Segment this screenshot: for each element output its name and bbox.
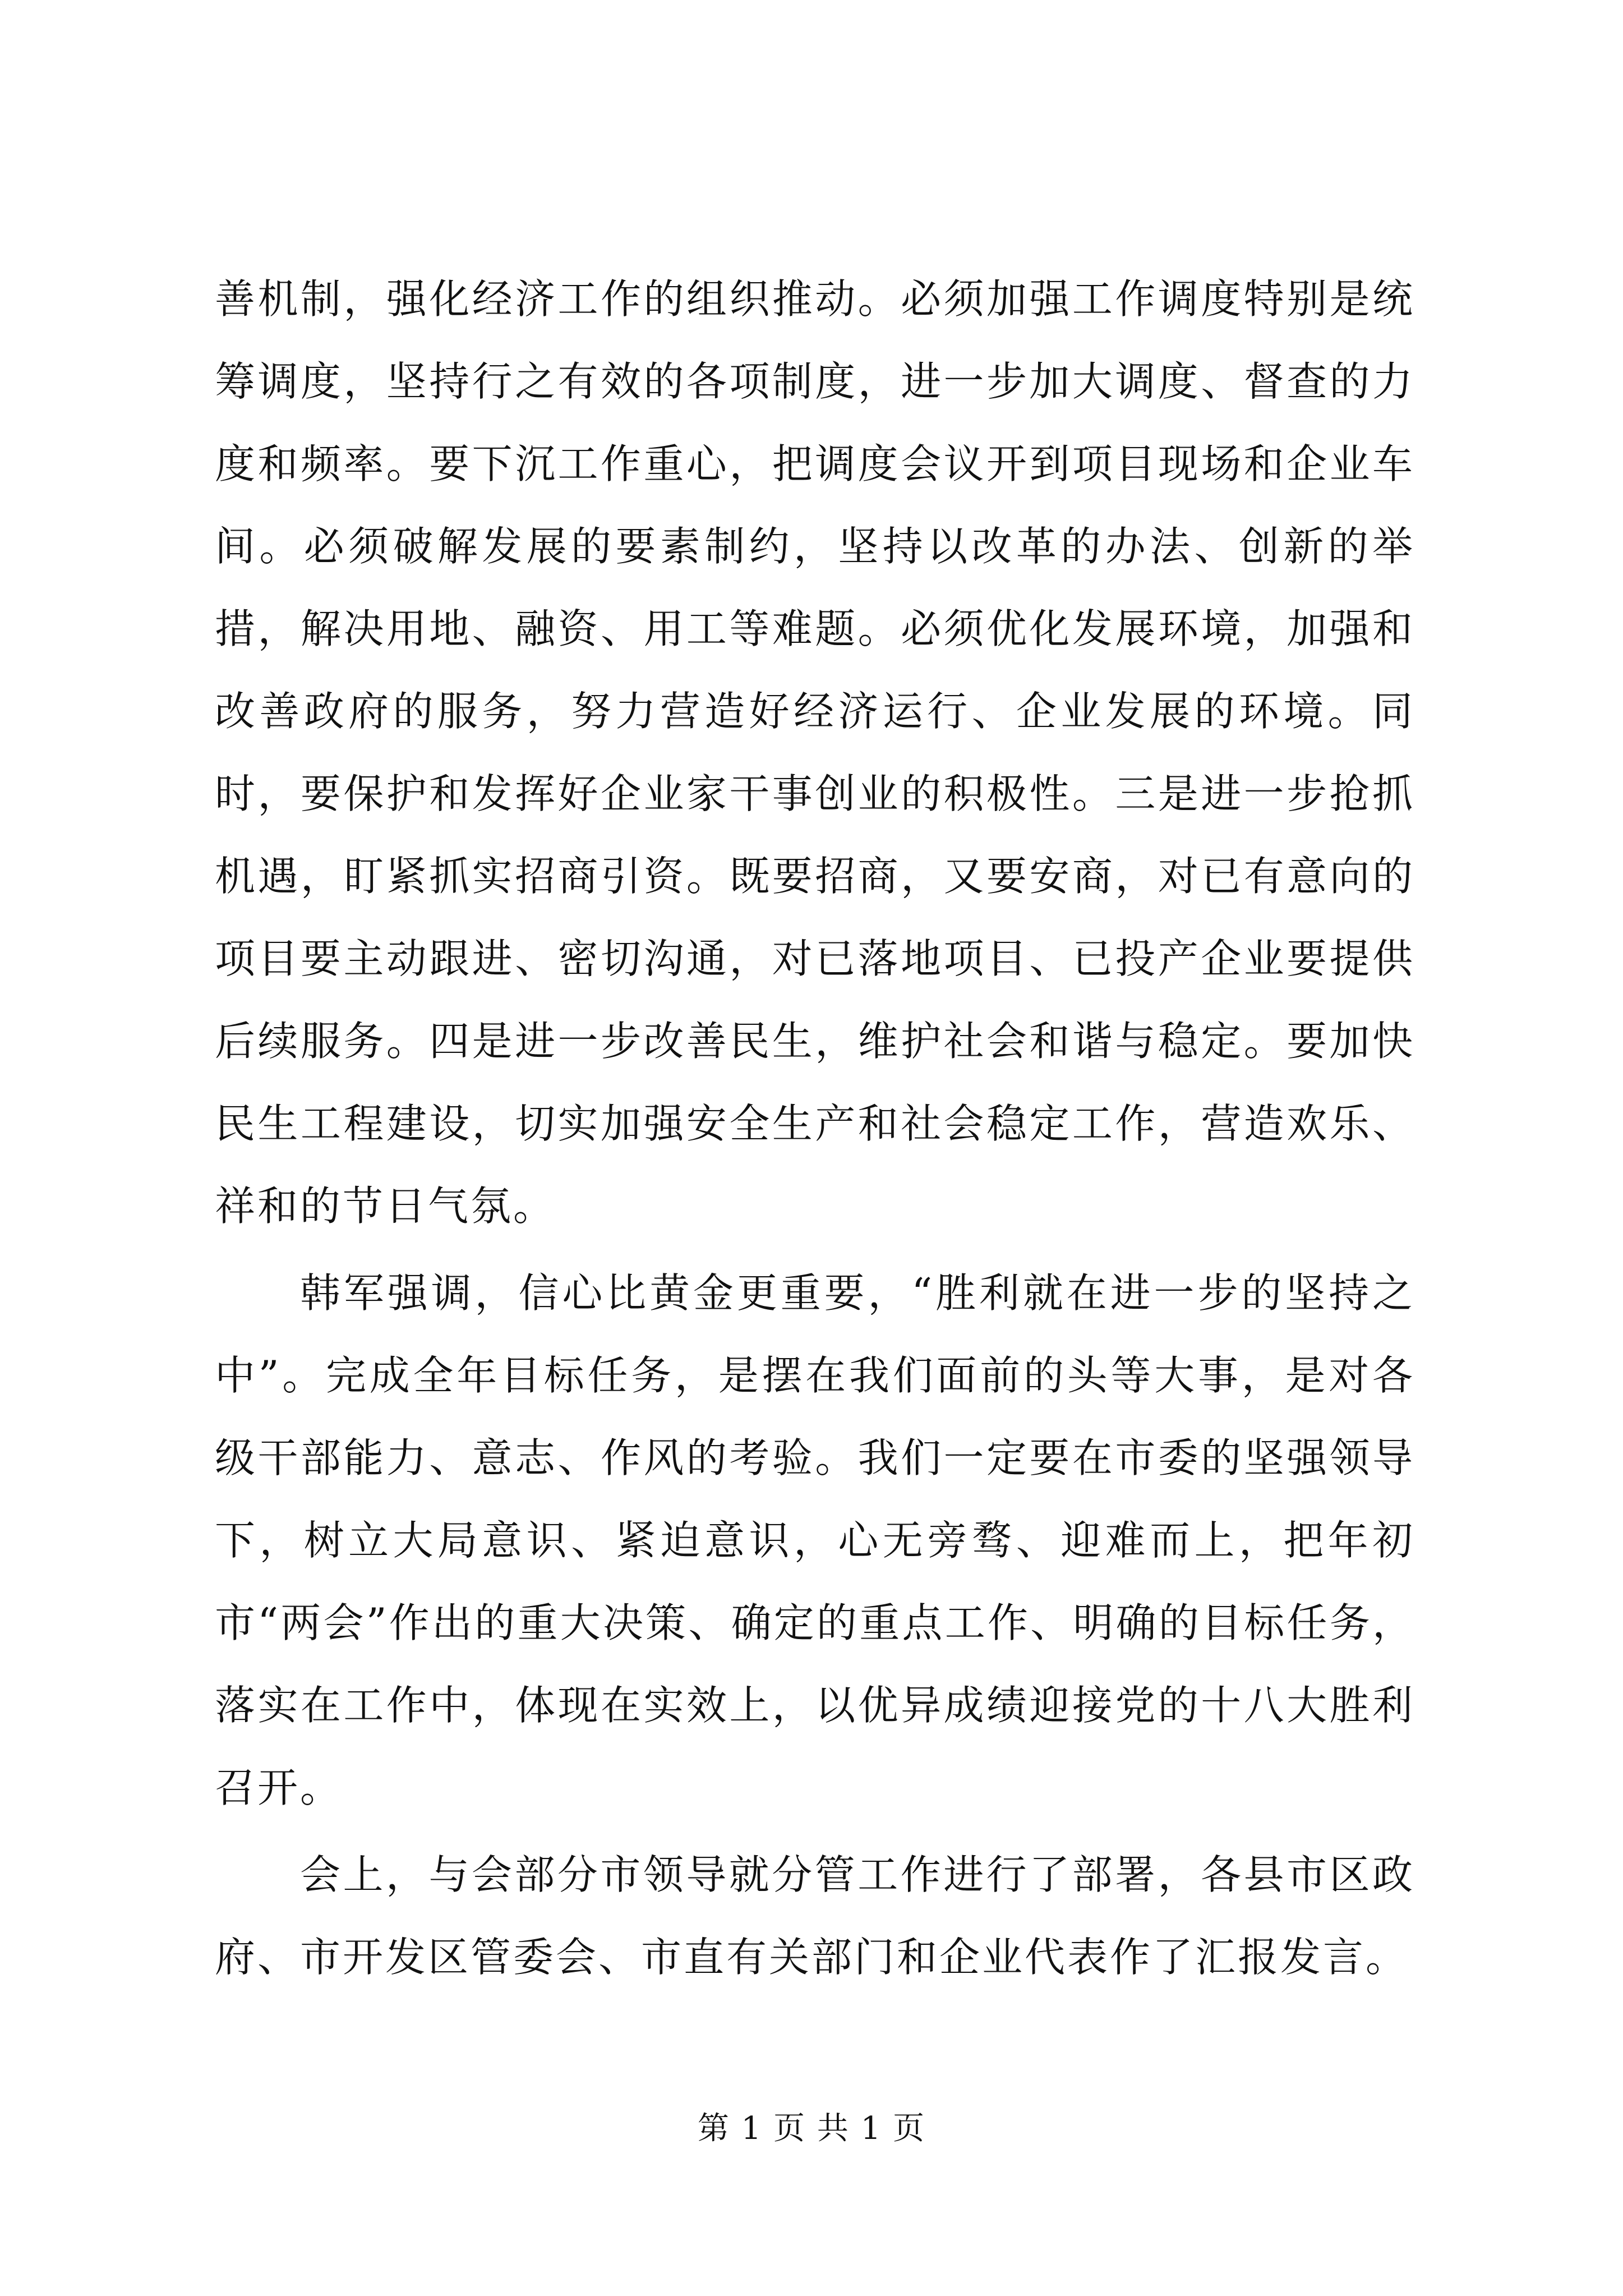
paragraph-3: 会上，与会部分市领导就分管工作进行了部署，各县市区政府、市开发区管委会、市直有关部门和企业代表作了汇报发言。 — [215, 1851, 1415, 1981]
document-body — [215, 258, 1415, 2003]
paragraph-1: 善机制，强化经济工作的组织推动。必须加强工作调度特别是统筹调度，坚持行之有效的各项制度，进一步加大调度、督查的力度和频率。要下沉工作重心，把调度会议开到项目现场和企业车间。必须破解发展的要素制约，坚持以改革的办法、创新的举措，解决用地、融资、用工等难题。必须优化发展环境，加强和改善政府的服务，努力营造好经济运行、企业发展的环境。同时，要保护和发挥好企业家干事创业的积极性。三是进一步抢抓机遇，盯紧抓实招商引资。既要招商，又要安商，对已有意向的项目要主动跟进、密切沟通，对已落地项目、已投产企业要提供后续服务。四是进一步改善民生，维护社会和谐与稳定。要加快民生工程建设，切实加强安全生产和社会稳定工作，营造欢乐、祥和的节日气氛。 — [215, 275, 1415, 1230]
paragraph-2: 韩军强调，信心比黄金更重要，“胜利就在进一步的坚持之中”。完成全年目标任务，是摆在我们面前的头等大事，是对各级干部能力、意志、作风的考验。我们一定要在市委的坚强领导下，树立大局意识、紧迫意识，心无旁骛、迎难而上，把年初市“两会”作出的重大决策、确定的重点工作、明确的目标任务，落实在工作中，体现在实效上，以优异成绩迎接党的十八大胜利召开。 — [215, 1269, 1415, 1811]
page-footer: 第 1 页 共 1 页 — [697, 2110, 926, 2147]
